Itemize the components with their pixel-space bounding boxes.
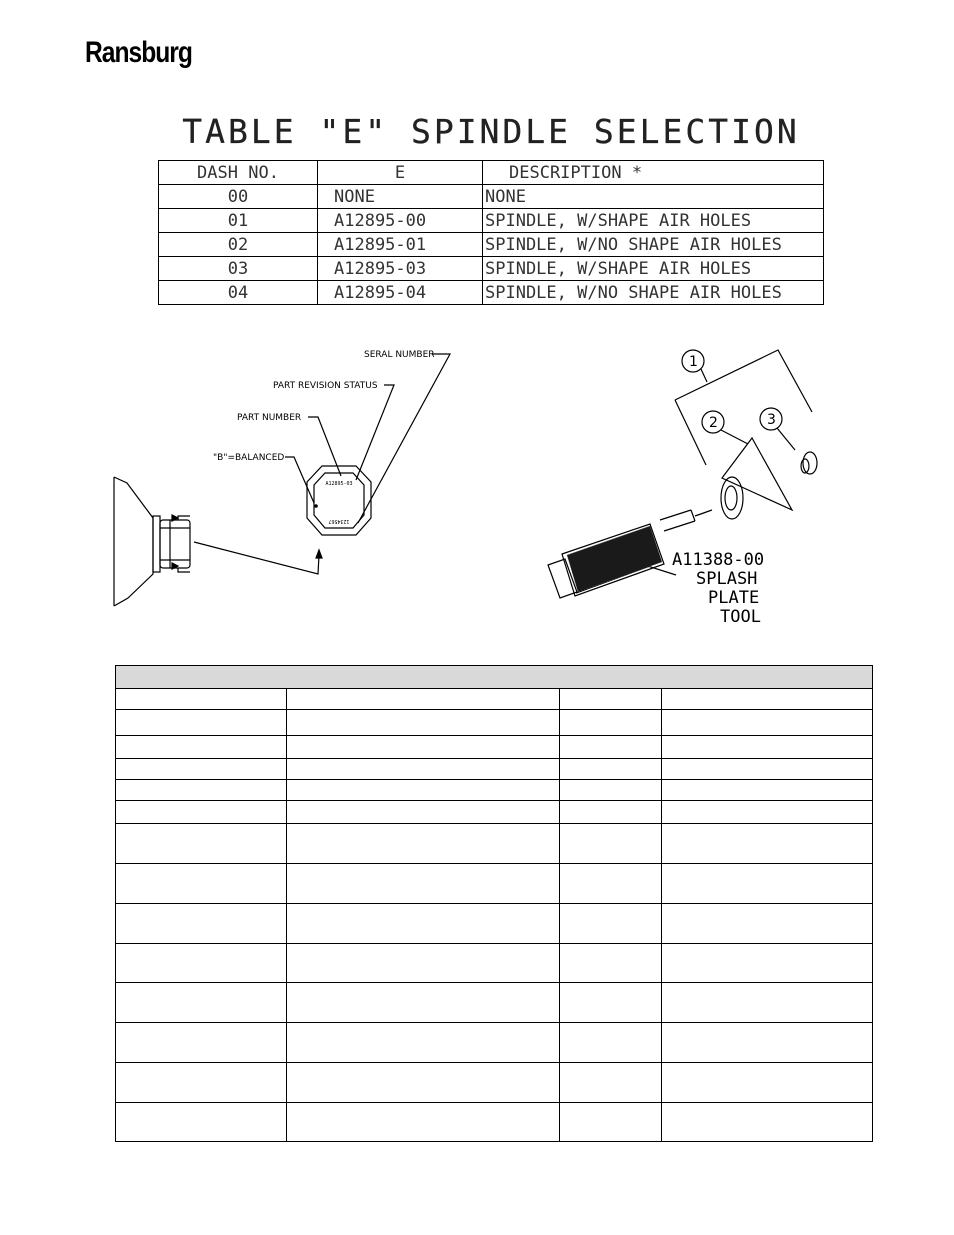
- tool-part-number: A11388-00: [672, 550, 765, 570]
- table-row: [116, 710, 873, 736]
- description-cell: SPINDLE, W/SHAPE AIR HOLES: [483, 209, 824, 233]
- table-row: [116, 689, 873, 710]
- table-row: [116, 824, 873, 864]
- description-cell: SPINDLE, W/NO SHAPE AIR HOLES: [483, 233, 824, 257]
- table-row: [116, 864, 873, 904]
- table-row: [116, 1103, 873, 1142]
- header-dash-no: DASH NO.: [159, 161, 318, 185]
- table-row: [116, 780, 873, 801]
- spindle-end-view: [307, 466, 371, 535]
- table-row: [159, 257, 824, 281]
- table-row: [116, 736, 873, 759]
- item-number-1: 1: [689, 354, 698, 370]
- dash-no-cell: 02: [159, 233, 318, 257]
- spindle-selection-table: [158, 160, 824, 305]
- part-cell: A12895-01: [318, 233, 483, 257]
- table-row: [116, 983, 873, 1023]
- bell-cup-drawing: [114, 477, 322, 606]
- callout-serial-number: SERAL NUMBER: [364, 350, 435, 360]
- callout-balanced: "B"=BALANCED: [213, 453, 285, 463]
- description-cell: NONE: [483, 185, 824, 209]
- table-row: [159, 185, 824, 209]
- table-row: [116, 944, 873, 983]
- svg-text:1234567: 1234567: [328, 518, 350, 524]
- table-row: [116, 759, 873, 780]
- parts-table-header: [116, 666, 873, 689]
- callout-part-number: PART NUMBER: [237, 413, 302, 423]
- table-row: [116, 904, 873, 944]
- part-cell: A12895-03: [318, 257, 483, 281]
- dash-no-cell: 01: [159, 209, 318, 233]
- tool-label-tool: TOOL: [720, 607, 761, 627]
- part-cell: A12895-00: [318, 209, 483, 233]
- table-row: [159, 209, 824, 233]
- table-row: [159, 281, 824, 305]
- part-cell: NONE: [318, 185, 483, 209]
- spindle-table-title: TABLE "E" SPINDLE SELECTION: [182, 112, 800, 151]
- description-cell: SPINDLE, W/SHAPE AIR HOLES: [483, 257, 824, 281]
- technical-drawing: [0, 330, 954, 630]
- tool-label-plate: PLATE: [708, 588, 760, 608]
- callout-part-revision: PART REVISION STATUS: [273, 381, 378, 391]
- header-description: DESCRIPTION *: [483, 161, 824, 185]
- part-cell: A12895-04: [318, 281, 483, 305]
- parts-header-cell: [116, 666, 873, 689]
- svg-text:A12895-03: A12895-03: [325, 481, 353, 487]
- dash-no-cell: 04: [159, 281, 318, 305]
- table-header-row: [159, 161, 824, 185]
- dash-no-cell: 03: [159, 257, 318, 281]
- tool-label-splash: SPLASH: [696, 569, 758, 589]
- item-number-2: 2: [709, 415, 718, 431]
- ransburg-logo: Ransburg: [85, 36, 192, 69]
- parts-list-table: [115, 665, 873, 1142]
- table-row: [116, 1023, 873, 1063]
- table-row: [116, 1063, 873, 1103]
- table-row: [116, 801, 873, 824]
- item-number-3: 3: [767, 412, 776, 428]
- description-cell: SPINDLE, W/NO SHAPE AIR HOLES: [483, 281, 824, 305]
- header-e: E: [318, 161, 483, 185]
- dash-no-cell: 00: [159, 185, 318, 209]
- table-row: [159, 233, 824, 257]
